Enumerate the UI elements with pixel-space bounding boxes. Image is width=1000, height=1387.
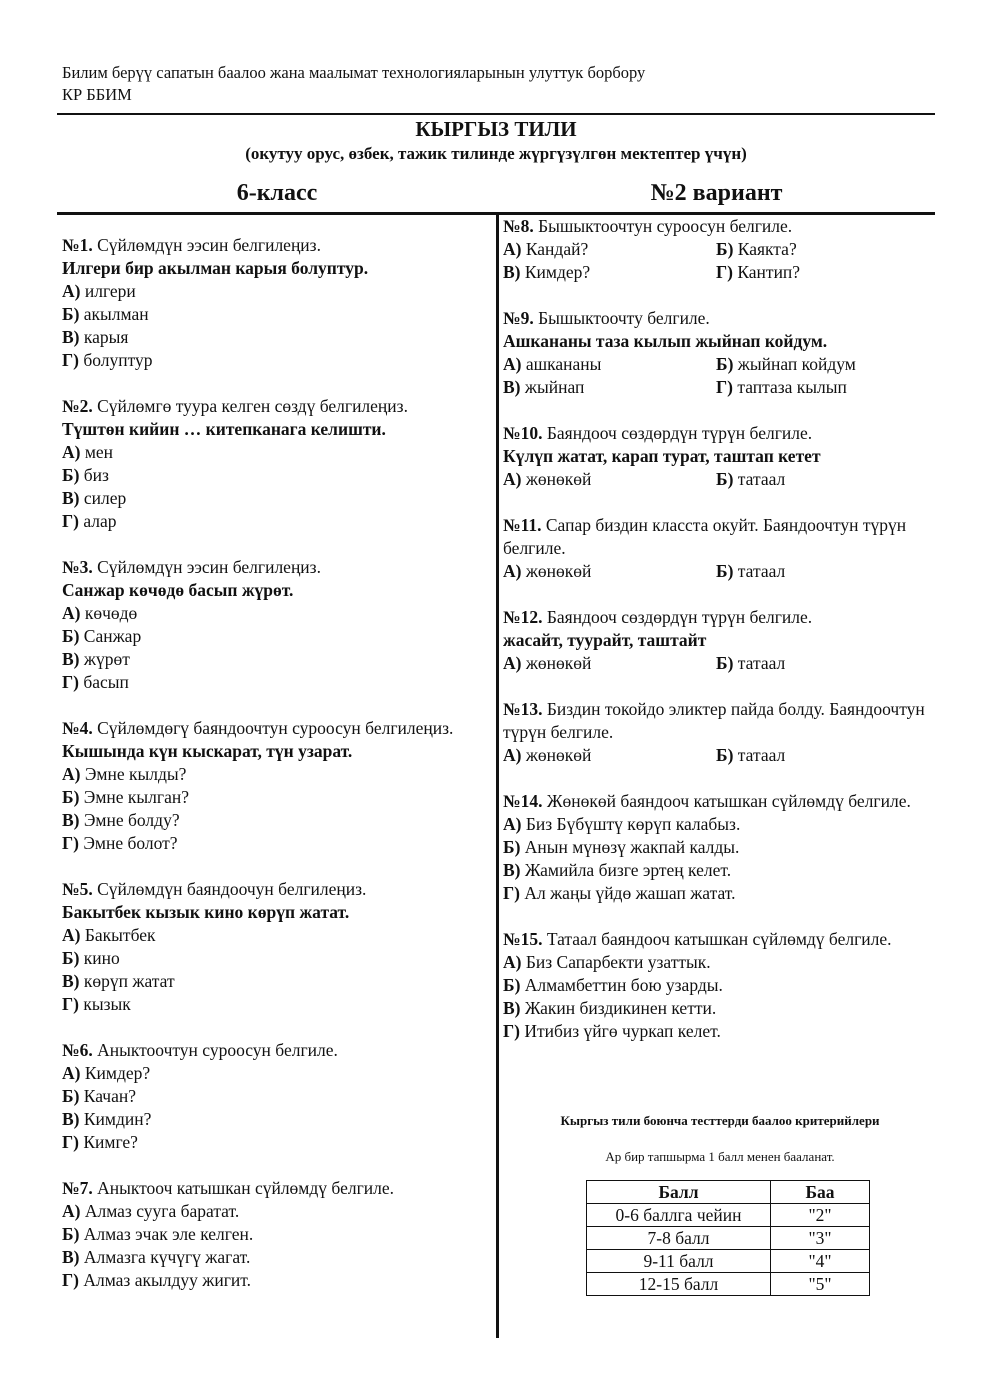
option-letter: Б)	[62, 626, 80, 646]
question-number: №9.	[503, 308, 534, 328]
question-block	[503, 215, 933, 284]
question-text: Баяндооч сөздөрдүн түрүн белгиле.	[546, 423, 813, 443]
answer-options	[503, 468, 933, 491]
question-block	[503, 422, 933, 491]
answer-option[interactable]	[503, 836, 933, 859]
question-block	[503, 928, 933, 1043]
option-text: Кимдин?	[83, 1109, 152, 1129]
answer-options	[62, 602, 492, 694]
option-text: татаал	[737, 653, 786, 673]
option-letter: Г)	[716, 262, 733, 282]
question-number: №14.	[503, 791, 543, 811]
option-letter: А)	[62, 1201, 81, 1221]
grade-value: "2"	[771, 1204, 870, 1227]
question-sentence: Түштөн кийин … китепканага келишти.	[62, 419, 386, 439]
question-number: №10.	[503, 423, 543, 443]
option-text: Каякта?	[737, 239, 797, 259]
question-sentence: Кышында күн кыскарат, түн узарат.	[62, 741, 353, 761]
answer-option[interactable]	[62, 1085, 492, 1108]
option-letter: Б)	[716, 653, 734, 673]
option-text: Алмаз акылдуу жигит.	[83, 1270, 251, 1290]
option-text: Кимге?	[83, 1132, 138, 1152]
option-text: Кандай?	[525, 239, 589, 259]
option-text: көрүп жатат	[83, 971, 175, 991]
option-letter: А)	[503, 653, 522, 673]
question-text: Биздин токойдо эликтер пайда болду. Баяндоочтун түрүн белгиле.	[503, 699, 925, 742]
option-letter: Г)	[62, 833, 79, 853]
question-block	[62, 395, 492, 533]
grade-value: "5"	[771, 1273, 870, 1296]
question-number: №4.	[62, 718, 93, 738]
answer-option[interactable]	[62, 970, 492, 993]
question-text: Татаал баяндооч катышкан сүйлөмдү белгиле.	[546, 929, 892, 949]
option-letter: А)	[62, 603, 81, 623]
option-text: жыйнап койдум	[737, 354, 856, 374]
answer-option[interactable]	[62, 602, 492, 625]
option-letter: В)	[62, 971, 80, 991]
option-text: Алмаз сууга баратат.	[84, 1201, 240, 1221]
question-text: Сүйлөмдүн ээсин белгилеңиз.	[97, 557, 321, 577]
right-column-questions	[503, 215, 933, 1066]
answer-option[interactable]	[503, 859, 933, 882]
option-text: Эмне кылган?	[83, 787, 189, 807]
criteria-title: Кыргыз тили боюнча тесттерди баалоо критерийлери	[560, 1113, 880, 1128]
question-text: Сүйлөмгө туура келген сөздү белгилеңиз.	[97, 396, 408, 416]
table-row	[587, 1204, 870, 1227]
score-range: 0-6 баллга чейин	[587, 1204, 771, 1227]
answer-option[interactable]	[503, 882, 933, 905]
option-text: Эмне кылды?	[84, 764, 187, 784]
option-letter: А)	[62, 925, 81, 945]
answer-option[interactable]	[62, 993, 492, 1016]
question-block	[503, 514, 933, 583]
answer-option[interactable]	[62, 349, 492, 372]
answer-options	[62, 924, 492, 1016]
score-range: 12-15 балл	[587, 1273, 771, 1296]
question-block	[503, 606, 933, 675]
question-number: №8.	[503, 216, 534, 236]
page-subtitle: (окутуу орус, өзбек, тажик тилинде жүргүзүлгөн мектептер үчүн)	[245, 144, 747, 163]
answer-options	[503, 813, 933, 905]
answer-option[interactable]	[503, 261, 716, 284]
option-text: Кимдер?	[524, 262, 591, 282]
left-column-questions	[62, 234, 492, 1315]
option-letter: А)	[62, 1063, 81, 1083]
option-text: мен	[84, 442, 114, 462]
option-letter: Б)	[62, 1224, 80, 1244]
question-number: №5.	[62, 879, 93, 899]
question-number: №12.	[503, 607, 543, 627]
option-letter: В)	[62, 327, 80, 347]
option-letter: А)	[62, 281, 81, 301]
question-block	[62, 1177, 492, 1292]
answer-option[interactable]	[62, 1131, 492, 1154]
answer-options	[503, 744, 933, 767]
answer-options	[503, 560, 933, 583]
option-letter: Б)	[716, 561, 734, 581]
option-letter: А)	[503, 814, 522, 834]
option-text: биз	[83, 465, 109, 485]
answer-option[interactable]	[62, 1062, 492, 1085]
option-text: жүрөт	[83, 649, 130, 669]
question-text: Бышыктоочту белгиле.	[538, 308, 710, 328]
question-block	[503, 307, 933, 399]
option-letter: Б)	[716, 745, 734, 765]
option-text: болуптур	[83, 350, 153, 370]
question-block	[62, 556, 492, 694]
question-number: №7.	[62, 1178, 93, 1198]
option-letter: Б)	[62, 465, 80, 485]
question-sentence: жасайт, туурайт, таштайт	[503, 630, 707, 650]
grade-label: 6-класс	[236, 180, 318, 206]
option-text: жөнөкөй	[525, 653, 592, 673]
option-letter: Г)	[62, 672, 79, 692]
table-row	[587, 1273, 870, 1296]
answer-option[interactable]	[503, 468, 716, 491]
option-text: Кимдер?	[84, 1063, 151, 1083]
option-letter: Г)	[62, 350, 79, 370]
option-text: басып	[83, 672, 129, 692]
question-prompt	[503, 307, 933, 330]
answer-options	[62, 763, 492, 855]
option-letter: Б)	[62, 304, 80, 324]
option-letter: Г)	[62, 1132, 79, 1152]
option-text: Жакин биздикинен кетти.	[524, 998, 717, 1018]
option-text: Кантип?	[737, 262, 801, 282]
option-text: Жамийла бизге эртең келет.	[524, 860, 732, 880]
answer-option[interactable]	[716, 353, 933, 376]
answer-option[interactable]	[62, 464, 492, 487]
option-letter: Б)	[62, 948, 80, 968]
option-text: жыйнап	[524, 377, 585, 397]
question-number: №13.	[503, 699, 543, 719]
answer-option[interactable]	[62, 832, 492, 855]
question-text: Баяндооч сөздөрдүн түрүн белгиле.	[546, 607, 813, 627]
answer-option[interactable]	[62, 671, 492, 694]
question-sentence: Илгери бир акылман карыя болуптур.	[62, 258, 369, 278]
answer-option[interactable]	[62, 809, 492, 832]
answer-option[interactable]	[503, 376, 716, 399]
question-text: Бышыктоочтун суроосун белгиле.	[538, 216, 793, 236]
question-prompt	[503, 606, 933, 629]
answer-option[interactable]	[62, 510, 492, 533]
option-text: жөнөкөй	[525, 561, 592, 581]
score-range: 9-11 балл	[587, 1250, 771, 1273]
answer-option[interactable]	[503, 974, 933, 997]
option-text: Эмне болду?	[83, 810, 180, 830]
answer-options	[503, 951, 933, 1043]
page-title: КЫРГЫЗ ТИЛИ	[415, 117, 577, 141]
grading-table	[586, 1180, 870, 1296]
option-letter: В)	[62, 1247, 80, 1267]
option-letter: В)	[62, 649, 80, 669]
question-prompt	[503, 215, 933, 238]
option-letter: Г)	[62, 511, 79, 531]
question-number: №3.	[62, 557, 93, 577]
option-letter: А)	[62, 764, 81, 784]
option-text: Алмаз эчак эле келген.	[83, 1224, 254, 1244]
option-letter: В)	[503, 998, 521, 1018]
question-block	[503, 698, 933, 767]
option-text: силер	[83, 488, 127, 508]
option-text: жөнөкөй	[525, 745, 592, 765]
question-number: №11.	[503, 515, 542, 535]
question-text: Сүйлөмдүн ээсин белгилеңиз.	[97, 235, 321, 255]
answer-option[interactable]	[503, 560, 716, 583]
variant-label: №2 вариант	[650, 180, 783, 206]
question-block	[62, 717, 492, 855]
option-letter: В)	[503, 860, 521, 880]
answer-option[interactable]	[716, 560, 933, 583]
question-text: Сапар биздин класста окуйт. Баяндоочтун түрүн белгиле.	[503, 515, 907, 558]
criteria-note: Ар бир тапшырма 1 балл менен бааланат.	[605, 1149, 835, 1164]
option-text: ашкананы	[525, 354, 602, 374]
answer-option[interactable]	[62, 1246, 492, 1269]
table-row	[587, 1227, 870, 1250]
option-text: кызык	[83, 994, 131, 1014]
option-text: татаал	[737, 469, 786, 489]
option-letter: Б)	[503, 837, 521, 857]
option-letter: А)	[62, 442, 81, 462]
answer-option[interactable]	[62, 303, 492, 326]
answer-option[interactable]	[62, 1108, 492, 1131]
answer-option[interactable]	[62, 786, 492, 809]
question-block	[62, 234, 492, 372]
option-letter: А)	[503, 952, 522, 972]
option-letter: Г)	[62, 994, 79, 1014]
question-prompt	[62, 556, 492, 579]
option-text: алар	[83, 511, 117, 531]
option-letter: В)	[62, 488, 80, 508]
option-text: Биз Сапарбекти узаттык.	[525, 952, 711, 972]
answer-options	[62, 1062, 492, 1154]
answer-option[interactable]	[62, 441, 492, 464]
answer-option[interactable]	[62, 625, 492, 648]
option-text: Бакытбек	[84, 925, 156, 945]
question-prompt	[62, 1039, 492, 1062]
question-number: №6.	[62, 1040, 93, 1060]
question-sentence: Санжар көчөдө басып жүрөт.	[62, 580, 294, 600]
option-letter: Б)	[503, 975, 521, 995]
option-text: Алмазга күчүгү жагат.	[83, 1247, 251, 1267]
answer-option[interactable]	[62, 1200, 492, 1223]
question-sentence: Ашкананы таза кылып жыйнап койдум.	[503, 331, 828, 351]
answer-option[interactable]	[62, 1269, 492, 1292]
option-text: Итибиз үйгө чуркап келет.	[524, 1021, 721, 1041]
option-letter: В)	[503, 377, 521, 397]
header-score: Балл	[587, 1181, 771, 1204]
question-text: Аныктоочтун суроосун белгиле.	[97, 1040, 338, 1060]
header-grade: Баа	[771, 1181, 870, 1204]
option-letter: Б)	[716, 239, 734, 259]
question-number: №2.	[62, 396, 93, 416]
answer-option[interactable]	[503, 652, 716, 675]
answer-option[interactable]	[62, 947, 492, 970]
option-letter: Б)	[62, 787, 80, 807]
question-text: Сүйлөмдөгү баяндоочтун суроосун белгилеңиз.	[97, 718, 454, 738]
question-prompt	[62, 395, 492, 418]
question-text: Аныктооч катышкан сүйлөмдү белгиле.	[97, 1178, 395, 1198]
column-divider	[496, 212, 499, 1338]
question-number: №15.	[503, 929, 543, 949]
question-block	[62, 1039, 492, 1154]
answer-option[interactable]	[62, 326, 492, 349]
option-letter: Б)	[716, 469, 734, 489]
option-text: Ал жаңы үйдө жашап жатат.	[524, 883, 736, 903]
option-text: татаал	[737, 561, 786, 581]
option-text: Алмамбеттин бою узарды.	[524, 975, 723, 995]
question-block	[503, 790, 933, 905]
grading-table-header	[587, 1181, 870, 1204]
option-letter: Г)	[62, 1270, 79, 1290]
question-sentence: Күлүп жатат, карап турат, таштап кетет	[503, 446, 821, 466]
option-text: Биз Бүбүштү көрүп калабыз.	[525, 814, 741, 834]
option-letter: Г)	[503, 1021, 520, 1041]
answer-option[interactable]	[503, 997, 933, 1020]
ministry-abbr: КР ББИМ	[62, 85, 132, 104]
question-prompt	[62, 1177, 492, 1200]
question-prompt	[503, 514, 933, 560]
question-prompt	[62, 234, 492, 257]
question-prompt	[503, 928, 933, 951]
answer-options	[503, 238, 933, 284]
option-text: Эмне болот?	[83, 833, 178, 853]
option-text: татаал	[737, 745, 786, 765]
grade-value: "4"	[771, 1250, 870, 1273]
answer-option[interactable]	[716, 261, 933, 284]
answer-option[interactable]	[62, 924, 492, 947]
answer-option[interactable]	[62, 487, 492, 510]
answer-option[interactable]	[716, 238, 933, 261]
option-letter: Б)	[62, 1086, 80, 1106]
option-text: Качан?	[83, 1086, 136, 1106]
option-text: карыя	[83, 327, 129, 347]
option-letter: А)	[503, 354, 522, 374]
question-text: Жөнөкөй баяндооч катышкан сүйлөмдү белгиле.	[546, 791, 911, 811]
question-text: Сүйлөмдүн баяндоочун белгилеңиз.	[97, 879, 367, 899]
option-text: кино	[83, 948, 120, 968]
score-range: 7-8 балл	[587, 1227, 771, 1250]
option-letter: А)	[503, 745, 522, 765]
answer-option[interactable]	[62, 1223, 492, 1246]
question-number: №1.	[62, 235, 93, 255]
option-letter: А)	[503, 561, 522, 581]
option-text: жөнөкөй	[525, 469, 592, 489]
option-text: Санжар	[83, 626, 142, 646]
answer-options	[62, 280, 492, 372]
option-letter: В)	[62, 1109, 80, 1129]
grading-criteria	[520, 1112, 920, 1166]
option-text: акылман	[83, 304, 149, 324]
answer-option[interactable]	[503, 951, 933, 974]
option-letter: А)	[503, 469, 522, 489]
option-letter: Б)	[716, 354, 734, 374]
answer-option[interactable]	[503, 813, 933, 836]
table-row	[587, 1250, 870, 1273]
question-block	[62, 878, 492, 1016]
question-sentence: Бакытбек кызык кино көрүп жатат.	[62, 902, 350, 922]
question-prompt	[62, 878, 492, 901]
option-text: Анын мүнөзү жакпай калды.	[524, 837, 740, 857]
question-prompt	[62, 717, 492, 740]
option-letter: А)	[503, 239, 522, 259]
answer-options	[503, 353, 933, 399]
option-text: көчөдө	[84, 603, 138, 623]
answer-options	[62, 1200, 492, 1292]
answer-option[interactable]	[62, 763, 492, 786]
answer-option[interactable]	[503, 1020, 933, 1043]
answer-options	[62, 441, 492, 533]
question-prompt	[503, 422, 933, 445]
answer-option[interactable]	[503, 744, 716, 767]
answer-option[interactable]	[716, 744, 933, 767]
answer-option[interactable]	[716, 652, 933, 675]
option-letter: В)	[62, 810, 80, 830]
option-letter: В)	[503, 262, 521, 282]
option-letter: Г)	[503, 883, 520, 903]
organization-name: Билим берүү сапатын баалоо жана маалымат технологияларынын улуттук борбору	[62, 63, 646, 82]
header-divider	[57, 113, 935, 115]
question-prompt	[503, 790, 933, 813]
question-prompt	[503, 698, 933, 744]
option-text: илгери	[84, 281, 136, 301]
grade-value: "3"	[771, 1227, 870, 1250]
answer-option[interactable]	[503, 238, 716, 261]
answer-option[interactable]	[503, 353, 716, 376]
option-letter: Г)	[716, 377, 733, 397]
answer-option[interactable]	[716, 468, 933, 491]
document-header	[62, 62, 645, 106]
answer-options	[503, 652, 933, 675]
option-text: таптаза кылып	[737, 377, 847, 397]
answer-option[interactable]	[62, 648, 492, 671]
answer-option[interactable]	[62, 280, 492, 303]
answer-option[interactable]	[716, 376, 933, 399]
